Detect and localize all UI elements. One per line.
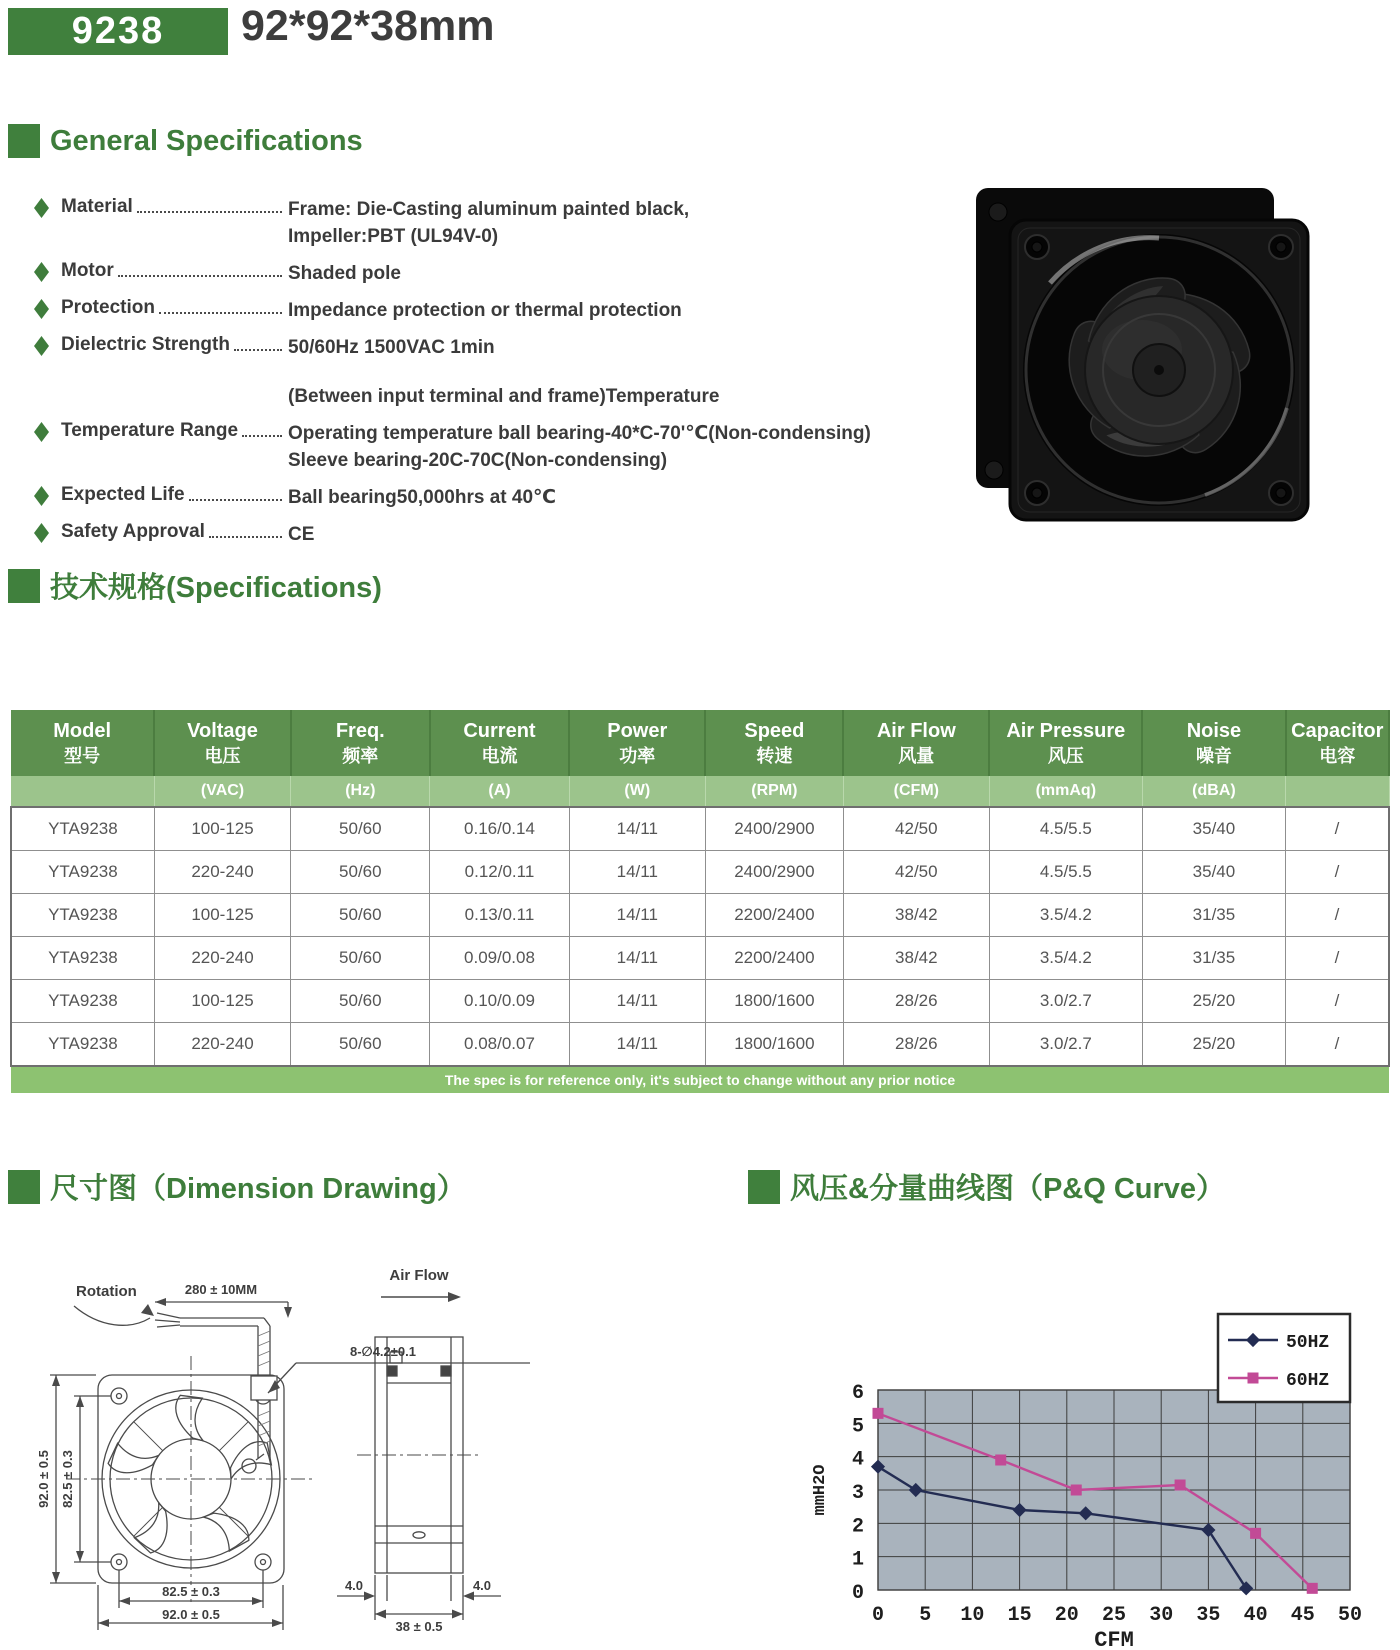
column-header [291,710,430,776]
spec-label: Motor [61,260,114,281]
table-cell: / [1286,980,1389,1023]
table-cell: 2200/2400 [705,937,843,980]
x-tick-label: 25 [1101,1604,1127,1627]
column-unit: (A) [430,776,569,807]
pq-curve-title: 风压&分量曲线图（P&Q Curve） [790,1173,1226,1205]
table-cell: YTA9238 [11,807,154,851]
dotted-leader [189,485,282,501]
dotted-leader [234,335,282,351]
diamond-bullet-icon [34,523,49,543]
spec-value-line: Sleeve bearing-20C-70C(Non-condensing) [288,450,668,471]
dim-label-flange-right: 4.0 [472,1578,492,1593]
spec-item [30,297,960,324]
table-cell: 28/26 [843,980,989,1023]
y-tick-label: 2 [851,1515,864,1539]
table-row [11,894,1389,937]
spec-table-body [11,807,1389,1066]
column-header-zh: 噪音 [1195,746,1232,766]
pq-curve-header [748,1166,1225,1207]
table-cell: 31/35 [1142,894,1285,937]
spec-item-left [30,521,288,543]
dim-label-width-outer: 92.0 ± 0.5 [162,1607,220,1622]
spec-item [30,420,960,474]
spec-values [288,260,960,287]
spec-value-line: Operating temperature ball bearing-40*C-70'℃(Non-condensing) [288,423,871,444]
dim-label-width-inner: 82.5 ± 0.3 [162,1584,220,1599]
dotted-leader [209,522,282,538]
table-row [11,980,1389,1023]
spec-values [288,196,960,250]
column-header [705,710,843,776]
column-header-en: Air Flow [876,720,956,742]
table-cell: / [1286,937,1389,980]
diamond-bullet-icon [34,486,49,506]
table-cell: 35/40 [1142,807,1285,851]
spec-table-title: 技术规格(Specifications) [50,572,382,604]
column-unit: (Hz) [291,776,430,807]
table-cell: 0.10/0.09 [430,980,569,1023]
dim-label-rotation: Rotation [76,1283,137,1300]
spec-values [288,297,960,324]
marker-square [1071,1485,1082,1496]
table-cell: 4.5/5.5 [989,807,1142,851]
table-row [11,1023,1389,1067]
table-cell: 100-125 [154,894,290,937]
dimension-drawing-header [8,1166,466,1207]
x-tick-label: 5 [919,1604,932,1627]
column-header-en: Model [53,720,112,742]
column-unit [11,776,154,807]
spec-label: Expected Life [61,484,185,505]
spec-table-header [8,565,382,606]
spec-values [288,334,960,410]
column-header [1286,710,1389,776]
table-cell: 1800/1600 [705,1023,843,1067]
column-header [569,710,705,776]
table-cell: 0.08/0.07 [430,1023,569,1067]
general-specs-header [8,124,363,158]
y-tick-label: 5 [851,1415,864,1439]
legend-label: 50HZ [1286,1333,1330,1353]
table-cell: 3.0/2.7 [989,1023,1142,1067]
spec-item-left [30,420,288,442]
column-header-en: Speed [744,720,805,742]
section-marker-icon [8,124,40,158]
column-unit: (mmAq) [989,776,1142,807]
spec-item-left [30,196,288,218]
x-tick-label: 45 [1290,1604,1315,1627]
dim-label-holes: 8-∅4.2±0.1 [350,1344,416,1359]
spec-value-line: Frame: Die-Casting aluminum painted black, [288,199,690,220]
spec-item [30,521,960,548]
table-cell: 14/11 [569,980,705,1023]
column-header-zh: 功率 [619,746,656,766]
column-header-zh: 型号 [64,746,101,766]
column-header-zh: 电压 [204,746,241,766]
table-cell: / [1286,1023,1389,1067]
table-cell: 14/11 [569,807,705,851]
table-cell: 220-240 [154,1023,290,1067]
spec-item-left [30,484,288,506]
fan-back-hole [989,203,1007,221]
table-cell: 50/60 [291,807,430,851]
diamond-bullet-icon [34,422,49,442]
table-cell: 4.5/5.5 [989,851,1142,894]
x-tick-label: 15 [1007,1604,1032,1627]
general-specs-list [30,196,960,558]
table-cell: 3.5/4.2 [989,937,1142,980]
spec-item [30,196,960,250]
model-code: 9238 [71,10,165,52]
x-tick-label: 30 [1149,1604,1174,1627]
spec-table-head [11,710,1389,807]
model-code-badge [8,8,228,55]
spec-value-line: Ball bearing50,000hrs at 40℃ [288,487,557,508]
table-cell: 25/20 [1142,980,1285,1023]
page-title: 92*92*38mm [241,2,495,50]
spec-table-note: The spec is for reference only, it's subject to change without any prior notice [11,1066,1389,1093]
spec-label: Safety Approval [61,521,205,542]
table-units-row [11,776,1389,807]
table-cell: 0.13/0.11 [430,894,569,937]
dim-label-height-inner: 82.5 ± 0.3 [60,1450,75,1508]
x-tick-label: 50 [1337,1604,1363,1627]
table-cell: YTA9238 [11,980,154,1023]
spec-label: Material [61,196,133,217]
table-cell: 14/11 [569,937,705,980]
column-header-en: Current [463,720,536,742]
column-header [989,710,1142,776]
dim-label-depth: 38 ± 0.5 [395,1619,443,1634]
column-unit: (W) [569,776,705,807]
fan-back-hole [985,461,1003,479]
column-header [430,710,569,776]
spec-label: Protection [61,297,155,318]
dim-label-flange-left: 4.0 [344,1578,364,1593]
spec-value-line: (Between input terminal and frame)Temperature [288,386,720,407]
column-unit [1286,776,1389,807]
table-cell: 14/11 [569,851,705,894]
table-cell: 38/42 [843,937,989,980]
diamond-bullet-icon [34,262,49,282]
section-marker-icon [8,569,40,603]
dotted-leader [118,261,282,277]
table-cell: YTA9238 [11,937,154,980]
column-header [1142,710,1285,776]
table-cell: 2400/2900 [705,807,843,851]
y-tick-label: 6 [851,1382,864,1405]
table-cell: 0.16/0.14 [430,807,569,851]
table-cell: 50/60 [291,1023,430,1067]
column-header-zh: 频率 [342,746,379,766]
column-unit: (CFM) [843,776,989,807]
dotted-leader [242,421,282,437]
table-cell: 3.5/4.2 [989,894,1142,937]
dotted-leader [159,298,282,314]
spec-item-left [30,297,288,319]
y-tick-label: 0 [851,1582,864,1605]
fan-hub-dot [1154,365,1164,375]
y-tick-label: 1 [851,1548,864,1572]
table-cell: 100-125 [154,980,290,1023]
spec-values [288,420,960,474]
dim-label-height-outer: 92.0 ± 0.5 [36,1450,51,1508]
column-unit: (VAC) [154,776,290,807]
spec-value-line: Shaded pole [288,263,401,284]
table-cell: 25/20 [1142,1023,1285,1067]
table-cell: / [1286,807,1389,851]
y-tick-label: 3 [851,1482,864,1505]
table-cell: 0.12/0.11 [430,851,569,894]
column-header-zh: 电容 [1319,746,1356,766]
table-cell: 2400/2900 [705,851,843,894]
pq-curve-chart [740,1230,1400,1650]
section-marker-icon [8,1170,40,1204]
table-header-row [11,710,1389,776]
table-cell: / [1286,851,1389,894]
x-tick-label: 40 [1243,1604,1268,1627]
general-specs-title: General Specifications [50,124,363,157]
table-cell: YTA9238 [11,1023,154,1067]
table-cell: 50/60 [291,851,430,894]
legend-label: 60HZ [1286,1371,1330,1391]
table-cell: 100-125 [154,807,290,851]
marker-square [1248,1373,1259,1384]
spec-values [288,484,960,511]
fan-product-image [950,178,1335,533]
table-cell: 28/26 [843,1023,989,1067]
table-cell: 50/60 [291,937,430,980]
y-axis-label: mmH2O [811,1464,830,1516]
table-row [11,851,1389,894]
x-tick-label: 10 [960,1604,985,1627]
table-cell: / [1286,894,1389,937]
dimension-drawing [30,1230,740,1650]
dim-label-air-flow: Air Flow [389,1267,449,1284]
column-header-en: Capacitor [1291,720,1384,742]
spec-item [30,334,960,410]
table-cell: 3.0/2.7 [989,980,1142,1023]
diamond-bullet-icon [34,336,49,356]
table-cell: 42/50 [843,851,989,894]
table-cell: 0.09/0.08 [430,937,569,980]
spec-label: Temperature Range [61,420,239,441]
diamond-bullet-icon [34,299,49,319]
diamond-bullet-icon [34,198,49,218]
column-header-en: Noise [1186,720,1242,742]
column-header-zh: 风压 [1047,746,1084,766]
spec-item [30,260,960,287]
marker-square [1307,1583,1318,1594]
spec-value-line: 50/60Hz 1500VAC 1min [288,337,495,358]
column-header-en: Air Pressure [1006,720,1126,742]
dim-label-wire-length: 280 ± 10MM [184,1282,258,1297]
marker-square [1250,1528,1261,1539]
column-header-en: Voltage [187,720,258,742]
spec-value-line: Impedance protection or thermal protection [288,300,682,321]
table-row [11,807,1389,851]
spec-label: Dielectric Strength [61,334,230,355]
x-tick-label: 20 [1054,1604,1079,1627]
table-cell: 50/60 [291,894,430,937]
column-header-zh: 风量 [898,746,935,766]
spec-table-foot [11,1066,1389,1093]
column-unit: (RPM) [705,776,843,807]
legend-box [1218,1314,1350,1402]
spec-values [288,521,960,548]
column-unit: (dBA) [1142,776,1285,807]
table-row [11,937,1389,980]
x-axis-label: CFM [1094,1628,1134,1650]
table-cell: YTA9238 [11,894,154,937]
spec-item-left [30,260,288,282]
table-cell: 14/11 [569,1023,705,1067]
x-tick-label: 35 [1196,1604,1221,1627]
column-header [154,710,290,776]
table-cell: 42/50 [843,807,989,851]
table-cell: 1800/1600 [705,980,843,1023]
table-cell: 2200/2400 [705,894,843,937]
column-header [843,710,989,776]
section-marker-icon [748,1170,780,1204]
table-cell: 31/35 [1142,937,1285,980]
spec-value-line: CE [288,524,315,545]
spec-value-line: Impeller:PBT (UL94V-0) [288,226,499,247]
marker-square [995,1455,1006,1466]
dimension-drawing-title: 尺寸图（Dimension Drawing） [50,1173,466,1205]
table-cell: 38/42 [843,894,989,937]
marker-square [1175,1480,1186,1491]
column-header-en: Freq. [335,720,385,742]
table-cell: 35/40 [1142,851,1285,894]
spec-item-left [30,334,288,356]
spec-item [30,484,960,511]
table-cell: 220-240 [154,851,290,894]
x-tick-label: 0 [871,1604,885,1627]
table-cell: 50/60 [291,980,430,1023]
column-header-zh: 转速 [756,746,793,766]
column-header-en: Power [607,720,668,742]
spec-table [10,710,1390,1093]
table-cell: 220-240 [154,937,290,980]
dotted-leader [137,197,282,213]
table-cell: 14/11 [569,894,705,937]
y-tick-label: 4 [851,1448,864,1472]
table-cell: YTA9238 [11,851,154,894]
column-header [11,710,154,776]
marker-square [873,1408,884,1419]
column-header-zh: 电流 [481,746,518,766]
